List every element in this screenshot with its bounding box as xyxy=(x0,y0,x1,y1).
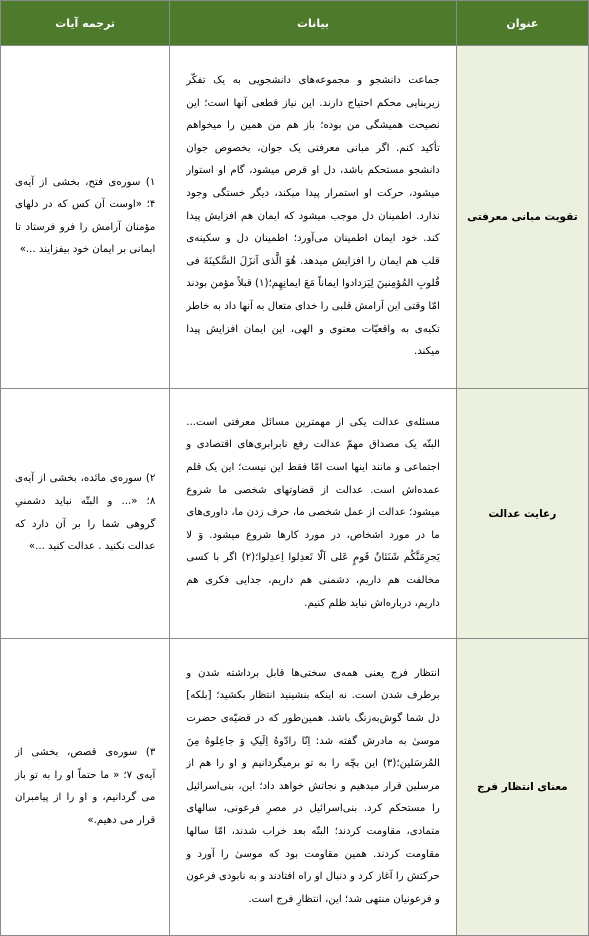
row-statement: مسئله‌ی عدالت یکی از مهمترین مسائل معرفتی است... البتّه یک مصداق مهمّ عدالت رفع نابرابری‌های اقتصادی و اجتماعی و مانند اینها است امّا فقط این نیست؛ این یک قلم عمده‌اش است. عدالت از قضاوتهای شخصی ما شروع میشود؛ عدالت از عمل شخصی ما، حرف زدن ما، داوری‌های ما در مورد اشخاص، در مورد کارها شروع میشود. وَ لا یَجرِمَنَّکُم شَنَئانُ قَومٍ عَلی اَلّا تَعدِلوا اِعدِلوا؛(۲) اگر با کسی مخالفت هم داریم، دشمنی هم داریم، جدایی فکری هم داریم، درباره‌اش نباید ظلم کنیم. xyxy=(170,388,456,639)
row-translation: ۳) سوره‌ی قصص، بخشی از آیه‌ی ۷؛ « ما حتماً او را به تو باز می گردانیم، و او را از پیامبران قرار می دهیم.» xyxy=(1,639,170,936)
row-translation: ۲) سوره‌ی مائده، بخشی از آیه‌ی ۸؛ «... و البتّه نباید دشمنیِ گروهی شما را بر آن دارد که عدالت نکنید . عدالت کنید ...» xyxy=(1,388,170,639)
table-row xyxy=(1,639,589,936)
row-title: معنای انتظار فرج xyxy=(456,639,588,936)
row-title: تقویت مبانی معرفتی xyxy=(456,46,588,389)
table-row xyxy=(1,388,589,639)
header-title: عنوان xyxy=(456,1,588,46)
header-statements: بیانات xyxy=(170,1,456,46)
header-translation: ترجمه آیات xyxy=(1,1,170,46)
row-statement: انتظار فرج یعنی همه‌ی سختی‌ها قابل برداشته شدن و برطرف شدن است. نه اینکه بنشینید انتظار بکشید؛ [بلکه] دل شما گوش‌به‌زنگ باشد. همین‌طور که در قضیّه‌ی حضرت موسیٰ به مادرش گفته شد: اِنّا رادّوهُ اِلَیکِ وَ جاعِلوهُ مِنَ المُرسَلین؛(۳) این بچّه را به تو برمیگردانیم و او را هم از مرسلین قرار میدهیم و نجاتش خواهد داد؛ این، بنی‌اسرائیل را مستحکم کرد. بنی‌اسرائیل در مصرِ فرعونی، سالهای متمادی، مقاومت کردند؛ البتّه بعد خراب شدند، امّا سالها مقاومت کردند. همین مقاومت بود که موسیٰ را آورد و حرکتش را آغاز کرد و دنبال او راه افتادند و به نابودی فرعون و فرعونیان منتهی شد؛ این، انتظارِ فرج است. xyxy=(170,639,456,936)
row-statement: جماعت دانشجو و مجموعه‌های دانشجویی به یک تفکّر زیربنایی محکم احتیاج دارند. این نیاز قطعی آنها است؛ این نصیحت همیشگی من بوده؛ باز هم من همین را میخواهم تأکید کنم. اگر مبانی معرفتی یک جوان، بخصوص جوان دانشجو مستحکم باشد، دل او قرص میشود، گام او استوار میشود، حرکت او استمرار پیدا میکند، دیگر خستگی وجود ندارد. اطمینان دل موجب میشود که ایمان هم افزایش پیدا کند. خود ایمان اطمینان می‌آورد؛ اطمینان دل و سکینه‌ی قلب هم ایمان را افزایش میدهد. هُوَ الَّذی اَنزَلَ السَّکینَةَ فی قُلوبِ المُؤمِنینَ لِیَزدادوا ایماناً مَعَ ایمانِهِم؛(۱) قبلاً مؤمن بودند امّا وقتی این آرامش قلبی را خدای متعال به آنها داد به خاطر تکیه‌ی به واقعیّات معنوی و الهی، این ایمان افزایش پیدا میکند. xyxy=(170,46,456,389)
table-row xyxy=(1,46,589,389)
row-translation: ۱) سوره‌ی فتح، بخشی از آیه‌ی ۴؛ «اوست آن کس که در دلهای مؤمنان آرامش را فرو فرستاد تا ایمانی بر ایمان خود بیفزایند ...» xyxy=(1,46,170,389)
row-title: رعایت عدالت xyxy=(456,388,588,639)
header-row xyxy=(1,1,589,46)
